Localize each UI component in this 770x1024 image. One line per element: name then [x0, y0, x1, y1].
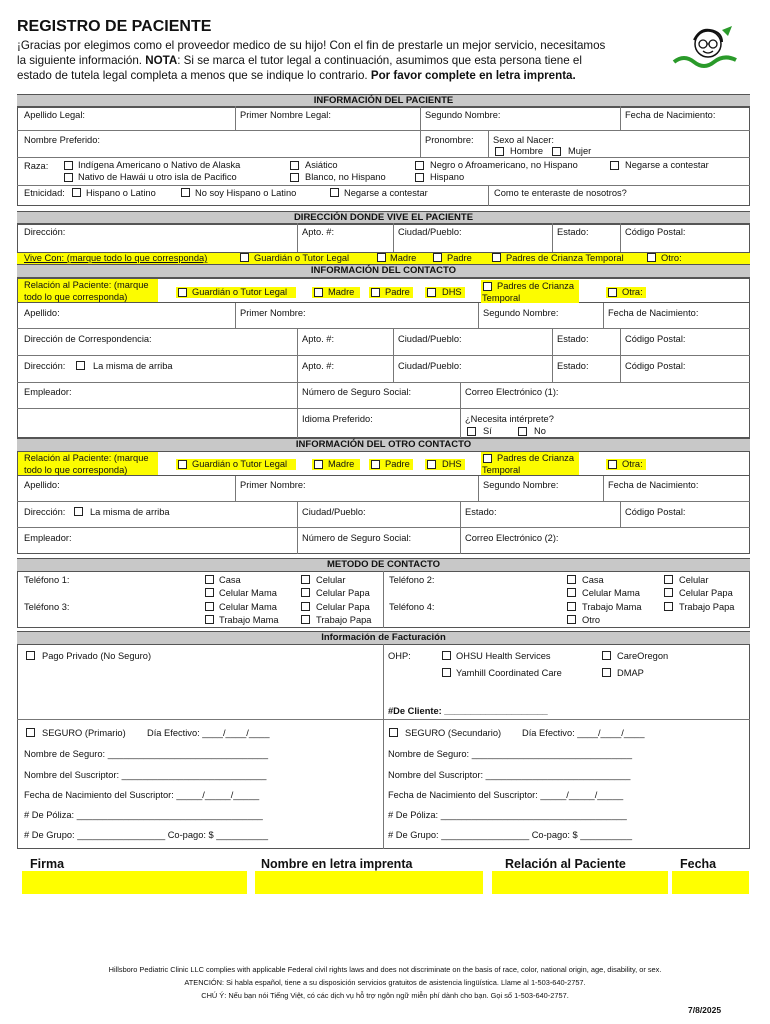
phone2-dad-cell-checkbox[interactable]	[664, 588, 673, 597]
legal-last-name-label[interactable]: Apellido Legal:	[24, 110, 85, 120]
other-other-checkbox[interactable]	[608, 460, 617, 469]
race-decline-label: Negarse a contestar	[625, 160, 709, 170]
other-father-checkbox[interactable]	[371, 460, 380, 469]
other-first-name-label[interactable]: Primer Nombre:	[240, 480, 306, 490]
race-hispanic-label: Hispano	[430, 172, 465, 182]
how-heard-label[interactable]: Como te enteraste de nosotros?	[494, 188, 627, 198]
other-dhs-checkbox[interactable]	[427, 460, 436, 469]
phone3-dad-work-label: Trabajo Papa	[316, 615, 372, 625]
contact-state-label[interactable]: Estado:	[557, 361, 589, 371]
lives-father-checkbox[interactable]	[433, 253, 442, 262]
apt-label[interactable]: Apto. #:	[302, 227, 335, 237]
phone2-dad-cell-label: Celular Papa	[679, 588, 733, 598]
other-zip-label[interactable]: Código Postal:	[625, 507, 686, 517]
race-pacific-islander-checkbox[interactable]	[64, 173, 73, 182]
other-other-label: Otra:	[622, 459, 643, 469]
other-relation-label-2: todo lo que corresponda)	[24, 465, 128, 475]
phone4-dad-work-label: Trabajo Papa	[679, 602, 735, 612]
state-label[interactable]: Estado:	[557, 227, 589, 237]
yamhill-label: Yamhill Coordinated Care	[456, 668, 562, 678]
phone2-cell-label: Celular	[679, 575, 709, 585]
phone3-dad-cell-checkbox[interactable]	[301, 602, 310, 611]
secondary-subscriber-dob-field[interactable]: Fecha de Nacimiento del Suscriptor: _____/_____/_____	[388, 790, 624, 800]
primary-insurance-name-field[interactable]: Nombre de Seguro: _______________________________	[24, 749, 269, 759]
address-label[interactable]: Dirección:	[24, 227, 66, 237]
footer-nondiscrimination: Hillsboro Pediatric Clinic LLC complies with applicable Federal civil rights laws and does not discriminate on the basis of race, color, national origin, age, disability, or sex.	[108, 965, 662, 974]
lives-other-checkbox[interactable]	[647, 253, 656, 262]
eth-decline-checkbox[interactable]	[330, 188, 339, 197]
race-asian-checkbox[interactable]	[290, 161, 299, 170]
preferred-name-label[interactable]: Nombre Preferido:	[24, 135, 100, 145]
phone4-other-label: Otro	[582, 615, 601, 625]
phone3-mom-cell-label: Celular Mama	[219, 602, 277, 612]
phone2-label[interactable]: Teléfono 2:	[389, 575, 435, 585]
contact-zip-label[interactable]: Código Postal:	[625, 361, 686, 371]
contact-same-address-label: La misma de arriba	[93, 361, 173, 371]
middle-name-label[interactable]: Segundo Nombre:	[425, 110, 501, 120]
phone1-cell-label: Celular	[316, 575, 346, 585]
male-label: Hombre	[510, 146, 544, 156]
other-city-label[interactable]: Ciudad/Pueblo:	[302, 507, 366, 517]
phone1-mom-cell-checkbox[interactable]	[205, 588, 214, 597]
date-heading: Fecha	[680, 857, 717, 871]
phone2-mom-cell-checkbox[interactable]	[567, 588, 576, 597]
phone4-mom-work-checkbox[interactable]	[567, 602, 576, 611]
other-last-name-label[interactable]: Apellido:	[24, 480, 60, 490]
primary-policy-field[interactable]: # De Póliza: ____________________________________	[24, 810, 263, 820]
phone1-home-checkbox[interactable]	[205, 575, 214, 584]
primary-effective-date-field[interactable]: Día Efectivo: ____/____/____	[147, 728, 270, 738]
contact-foster-checkbox[interactable]	[483, 282, 492, 291]
footer-vietnamese: CHÚ Ý: Nếu bạn nói Tiếng Việt, có các dịch vụ hỗ trợ ngôn ngữ miễn phí dành cho bạn. Gọi số 1-503-640-2757.	[201, 991, 569, 1000]
careoregon-checkbox[interactable]	[602, 651, 611, 660]
other-employer-label[interactable]: Empleador:	[24, 533, 72, 543]
other-mother-label: Madre	[328, 459, 355, 469]
interpreter-yes-label: Sí	[483, 426, 492, 436]
lives-foster-checkbox[interactable]	[492, 253, 501, 262]
primary-group-field[interactable]: # De Grupo: _________________ Co-pago: $ __________	[24, 830, 268, 840]
interpreter-no-checkbox[interactable]	[518, 427, 527, 436]
ohsu-checkbox[interactable]	[442, 651, 451, 660]
lives-other-label: Otro:	[661, 253, 682, 263]
contact-address-label[interactable]: Dirección:	[24, 361, 66, 371]
mailing-city-label[interactable]: Ciudad/Pueblo:	[398, 334, 462, 344]
yamhill-checkbox[interactable]	[442, 668, 451, 677]
primary-insurance-label: SEGURO (Primario)	[42, 728, 126, 738]
contact-mother-checkbox[interactable]	[314, 288, 323, 297]
eth-hispanic-label: Hispano o Latino	[86, 188, 156, 198]
mailing-state-label[interactable]: Estado:	[557, 334, 589, 344]
intro-line-2: la siguiente información. NOTA: Si se marca el tutor legal a continuación, asumimos que esta persona tiene el	[17, 54, 582, 67]
eth-not-hispanic-checkbox[interactable]	[181, 188, 190, 197]
race-label: Raza:	[24, 161, 49, 171]
phone4-mom-work-label: Trabajo Mama	[582, 602, 642, 612]
contact-other-label: Otra:	[622, 287, 643, 297]
phone4-label[interactable]: Teléfono 4:	[389, 602, 435, 612]
pronouns-label[interactable]: Pronombre:	[425, 135, 474, 145]
contact-dhs-label: DHS	[442, 287, 462, 297]
primary-subscriber-dob-field[interactable]: Fecha de Nacimiento del Suscriptor: _____/_____/_____	[24, 790, 260, 800]
interpreter-label: ¿Necesita intérprete?	[465, 414, 554, 424]
phone2-home-checkbox[interactable]	[567, 575, 576, 584]
secondary-insurance-checkbox[interactable]	[389, 728, 398, 737]
female-label: Mujer	[568, 146, 592, 156]
other-foster-label-2: Temporal	[482, 465, 521, 475]
zip-label[interactable]: Código Postal:	[625, 227, 686, 237]
other-ssn-label[interactable]: Número de Seguro Social:	[302, 533, 412, 543]
phone3-dad-work-checkbox[interactable]	[301, 615, 310, 624]
lives-guardian-label: Guardián o Tutor Legal	[254, 253, 350, 263]
lives-father-label: Padre	[447, 253, 472, 263]
secondary-insurance-name-field[interactable]: Nombre de Seguro: _______________________________	[388, 749, 633, 759]
contact-dhs-checkbox[interactable]	[427, 288, 436, 297]
race-hispanic-checkbox[interactable]	[415, 173, 424, 182]
other-same-address-checkbox[interactable]	[74, 507, 83, 516]
sex-at-birth-label: Sexo al Nacer:	[493, 135, 554, 145]
lives-mother-label: Madre	[390, 253, 417, 263]
primary-subscriber-field[interactable]: Nombre del Suscriptor: ____________________________	[24, 770, 267, 780]
race-pacific-islander-label: Nativo de Hawái u otro isla de Pacifico	[78, 172, 237, 182]
mailing-zip-label[interactable]: Código Postal:	[625, 334, 686, 344]
mailing-address-label[interactable]: Dirección de Correspondencia:	[24, 334, 152, 344]
contact-other-checkbox[interactable]	[608, 288, 617, 297]
legal-first-name-label[interactable]: Primer Nombre Legal:	[240, 110, 331, 120]
signature-heading: Firma	[30, 857, 65, 871]
contact-last-name-label[interactable]: Apellido:	[24, 308, 60, 318]
lives-mother-checkbox[interactable]	[377, 253, 386, 262]
female-checkbox[interactable]	[552, 147, 561, 156]
contact-guardian-checkbox[interactable]	[178, 288, 187, 297]
race-white-checkbox[interactable]	[290, 173, 299, 182]
contact-city-label[interactable]: Ciudad/Pueblo:	[398, 361, 462, 371]
careoregon-label: CareOregon	[617, 651, 669, 661]
phone3-dad-cell-label: Celular Papa	[316, 602, 370, 612]
other-relation-label-1: Relación al Paciente: (marque	[24, 453, 149, 463]
clinic-logo	[670, 22, 742, 74]
other-father-label: Padre	[385, 459, 410, 469]
dob-label[interactable]: Fecha de Nacimiento:	[625, 110, 716, 120]
male-checkbox[interactable]	[495, 147, 504, 156]
date-field[interactable]	[672, 871, 749, 894]
eth-not-hispanic-label: No soy Hispano o Latino	[195, 188, 297, 198]
contact-relation-label-2: todo lo que corresponda)	[24, 292, 128, 302]
race-native-american-checkbox[interactable]	[64, 161, 73, 170]
phone4-other-checkbox[interactable]	[567, 615, 576, 624]
ethnicity-label: Etnicidad:	[24, 188, 65, 198]
secondary-policy-field[interactable]: # De Póliza: ____________________________________	[388, 810, 627, 820]
other-email2-label[interactable]: Correo Electrónico (2):	[465, 533, 559, 543]
contact-header: INFORMACIÓN DEL CONTACTO	[17, 264, 750, 278]
ohsu-label: OHSU Health Services	[456, 651, 551, 661]
eth-hispanic-checkbox[interactable]	[72, 188, 81, 197]
contact-foster-label-1: Padres de Crianza	[497, 281, 574, 291]
preferred-language-label[interactable]: Idioma Preferido:	[302, 414, 373, 424]
contact-apt-label[interactable]: Apto. #:	[302, 361, 335, 371]
client-number-field[interactable]: #De Cliente: ____________________	[388, 706, 548, 716]
mailing-apt-label[interactable]: Apto. #:	[302, 334, 335, 344]
page-title: REGISTRO DE PACIENTE	[17, 18, 212, 35]
phone1-dad-cell-checkbox[interactable]	[301, 588, 310, 597]
other-contact-header: INFORMACIÓN DEL OTRO CONTACTO	[17, 438, 750, 452]
print-name-field[interactable]	[255, 871, 483, 894]
phone2-mom-cell-label: Celular Mama	[582, 588, 640, 598]
phone1-dad-cell-label: Celular Papa	[316, 588, 370, 598]
dmap-label: DMAP	[617, 668, 644, 678]
phone3-mom-cell-checkbox[interactable]	[205, 602, 214, 611]
relation-field[interactable]	[492, 871, 668, 894]
dmap-checkbox[interactable]	[602, 668, 611, 677]
eth-decline-label: Negarse a contestar	[344, 188, 428, 198]
footer-spanish: ATENCIÓN: Si habla español, tiene a su disposición servicios gratuitos de asistencia lingüística. Llame al 1-503-640-2757.	[184, 978, 586, 987]
other-mother-checkbox[interactable]	[314, 460, 323, 469]
contact-mother-label: Madre	[328, 287, 355, 297]
phone4-dad-work-checkbox[interactable]	[664, 602, 673, 611]
intro-line-3: estado de tutela legal completa a menos que se indique lo contrario. Por favor complete en letra imprenta.	[17, 69, 576, 82]
interpreter-yes-checkbox[interactable]	[467, 427, 476, 436]
contact-first-name-label[interactable]: Primer Nombre:	[240, 308, 306, 318]
interpreter-no-label: No	[534, 426, 546, 436]
contact-employer-label[interactable]: Empleador:	[24, 387, 72, 397]
race-native-american-label: Indígena Americano o Nativo de Alaska	[78, 160, 241, 170]
private-pay-checkbox[interactable]	[26, 651, 35, 660]
contact-middle-name-label[interactable]: Segundo Nombre:	[483, 308, 559, 318]
phone1-home-label: Casa	[219, 575, 241, 585]
contact-father-label: Padre	[385, 287, 410, 297]
race-black-label: Negro o Afroamericano, no Hispano	[430, 160, 578, 170]
phone2-cell-checkbox[interactable]	[664, 575, 673, 584]
primary-insurance-checkbox[interactable]	[26, 728, 35, 737]
footer-date: 7/8/2025	[688, 1005, 722, 1015]
contact-dob-label[interactable]: Fecha de Nacimiento:	[608, 308, 699, 318]
intro-line-1: ¡Gracias por elegimos como el proveedor medico de su hijo! Con el fin de prestarle un mejor servicio, necesitamos	[17, 39, 606, 52]
contact-email1-label[interactable]: Correo Electrónico (1):	[465, 387, 559, 397]
other-middle-name-label[interactable]: Segundo Nombre:	[483, 480, 559, 490]
other-guardian-checkbox[interactable]	[178, 460, 187, 469]
city-label[interactable]: Ciudad/Pueblo:	[398, 227, 462, 237]
print-name-heading: Nombre en letra imprenta	[261, 857, 413, 871]
phone3-mom-work-checkbox[interactable]	[205, 615, 214, 624]
other-state-label[interactable]: Estado:	[465, 507, 497, 517]
phone1-mom-cell-label: Celular Mama	[219, 588, 277, 598]
contact-ssn-label[interactable]: Número de Seguro Social:	[302, 387, 412, 397]
phone1-label[interactable]: Teléfono 1:	[24, 575, 70, 585]
other-dob-label[interactable]: Fecha de Nacimiento:	[608, 480, 699, 490]
private-pay-label: Pago Privado (No Seguro)	[42, 651, 152, 661]
other-guardian-label: Guardián o Tutor Legal	[192, 459, 288, 469]
other-foster-label-1: Padres de Crianza	[497, 453, 574, 463]
secondary-insurance-label: SEGURO (Secundario)	[405, 728, 502, 738]
phone1-cell-checkbox[interactable]	[301, 575, 310, 584]
phone3-mom-work-label: Trabajo Mama	[219, 615, 279, 625]
other-dhs-label: DHS	[442, 459, 462, 469]
race-black-checkbox[interactable]	[415, 161, 424, 170]
address-header: DIRECCIÓN DONDE VIVE EL PACIENTE	[17, 211, 750, 225]
signature-field[interactable]	[22, 871, 247, 894]
race-white-label: Blanco, no Hispano	[305, 172, 386, 182]
contact-relation-label-1: Relación al Paciente: (marque	[24, 280, 149, 290]
patient-info-header: INFORMACIÓN DEL PACIENTE	[17, 94, 750, 108]
other-same-address-label: La misma de arriba	[90, 507, 170, 517]
contact-guardian-label: Guardián o Tutor Legal	[192, 287, 288, 297]
race-decline-checkbox[interactable]	[610, 161, 619, 170]
contact-foster-label-2: Temporal	[482, 293, 521, 303]
lives-guardian-checkbox[interactable]	[240, 253, 249, 262]
contact-father-checkbox[interactable]	[371, 288, 380, 297]
other-foster-checkbox[interactable]	[483, 454, 492, 463]
phone3-label[interactable]: Teléfono 3:	[24, 602, 70, 612]
lives-with-label: Vive Con: (marque todo lo que corresponda)	[24, 253, 208, 263]
billing-header: Información de Facturación	[17, 631, 750, 645]
relation-heading: Relación al Paciente	[505, 857, 626, 871]
secondary-effective-date-field[interactable]: Día Efectivo: ____/____/____	[522, 728, 645, 738]
other-address-label[interactable]: Dirección:	[24, 507, 66, 517]
phone2-home-label: Casa	[582, 575, 604, 585]
contact-same-address-checkbox[interactable]	[76, 361, 85, 370]
secondary-group-field[interactable]: # De Grupo: _________________ Co-pago: $ __________	[388, 830, 632, 840]
race-asian-label: Asiático	[305, 160, 338, 170]
contact-method-header: METODO DE CONTACTO	[17, 558, 750, 572]
secondary-subscriber-field[interactable]: Nombre del Suscriptor: ____________________________	[388, 770, 631, 780]
ohp-label: OHP:	[388, 651, 411, 661]
lives-foster-label: Padres de Crianza Temporal	[506, 253, 624, 263]
